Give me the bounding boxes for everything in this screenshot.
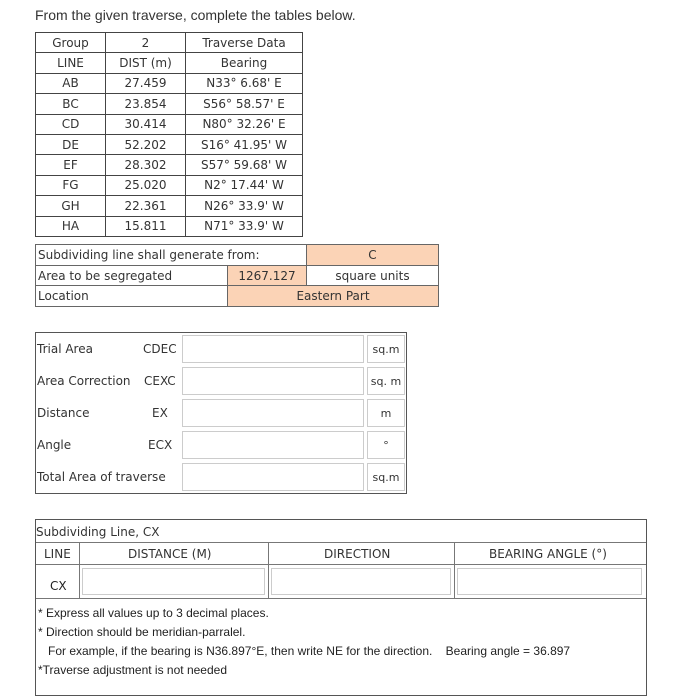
area-unit: square units (307, 265, 439, 286)
line-cell: BC (36, 94, 106, 114)
note-decimal: * Express all values up to 3 decimal places. (38, 606, 269, 620)
divider (268, 542, 269, 598)
traverse-row (36, 114, 303, 134)
group-label: Group (36, 33, 106, 53)
line-cell: DE (36, 134, 106, 154)
bearing-cell: S56° 58.57' E (186, 94, 303, 114)
area-label: Area to be segregated (36, 265, 228, 286)
location-value: Eastern Part (228, 286, 439, 307)
area-correction-row (36, 365, 406, 397)
cx-distance-input[interactable] (82, 568, 265, 595)
area-correction-label: Area Correction (37, 374, 131, 388)
trial-area-unit: sq.m (367, 335, 405, 363)
instruction-text: From the given traverse, complete the tables below. (35, 7, 356, 23)
location-label: Location (36, 286, 228, 307)
generate-value: C (307, 245, 439, 266)
distance-label: Distance (37, 406, 90, 420)
divider (36, 542, 646, 543)
distance-input[interactable] (182, 399, 364, 427)
area-correction-input[interactable] (182, 367, 364, 395)
answer-box (35, 519, 647, 696)
answer-heading: Subdividing Line, CX (36, 525, 160, 539)
angle-row (36, 429, 406, 461)
dist-cell: 23.854 (106, 94, 186, 114)
traverse-row (36, 94, 303, 114)
total-area-label: Total Area of traverse (37, 470, 166, 484)
trial-area-code: CDEC (143, 342, 177, 356)
total-area-input[interactable] (182, 463, 364, 491)
angle-input[interactable] (182, 431, 364, 459)
divider (36, 598, 646, 599)
trial-area-label: Trial Area (37, 342, 93, 356)
col-dist-header: DIST (m) (106, 53, 186, 73)
line-cell: EF (36, 155, 106, 175)
traverse-data-label: Traverse Data (186, 33, 303, 53)
note-adjustment: *Traverse adjustment is not needed (38, 663, 227, 677)
bearing-cell: N26° 33.9' W (186, 196, 303, 216)
traverse-row (36, 216, 303, 236)
trial-area-row (36, 333, 406, 365)
traverse-row (36, 155, 303, 175)
col-bearing-header: Bearing (186, 53, 303, 73)
note-example: For example, if the bearing is N36.897°E, then write NE for the direction. Bearing angle = 36.897 (38, 644, 571, 658)
cx-direction-input[interactable] (271, 568, 451, 595)
note-direction: * Direction should be meridian-parralel. (38, 625, 246, 639)
col-line-header: LINE (36, 53, 106, 73)
angle-label: Angle (37, 438, 72, 452)
area-correction-unit: sq. m (367, 367, 405, 395)
area-correction-code: CEXC (144, 374, 176, 388)
trial-area-input[interactable] (182, 335, 364, 363)
col-line-header: LINE (44, 547, 71, 561)
subdivide-info-table (35, 244, 439, 307)
line-cell: AB (36, 73, 106, 93)
group-value: 2 (106, 33, 186, 53)
total-area-unit: sq.m (367, 463, 405, 491)
traverse-row (36, 175, 303, 195)
traverse-row (36, 196, 303, 216)
line-cell: FG (36, 175, 106, 195)
cx-bearing-input[interactable] (457, 568, 642, 595)
dist-cell: 30.414 (106, 114, 186, 134)
distance-unit: m (367, 399, 405, 427)
bearing-cell: S57° 59.68' W (186, 155, 303, 175)
divider (79, 542, 80, 598)
traverse-row (36, 134, 303, 154)
generate-label: Subdividing line shall generate from: (36, 245, 307, 266)
col-bearing-header: BEARING ANGLE (°) (489, 547, 607, 561)
line-cell: HA (36, 216, 106, 236)
area-value: 1267.127 (228, 265, 307, 286)
trial-computation-box (35, 332, 407, 494)
total-area-row (36, 461, 406, 493)
line-cell: CD (36, 114, 106, 134)
dist-cell: 27.459 (106, 73, 186, 93)
col-direction-header: DIRECTION (324, 547, 391, 561)
divider (454, 542, 455, 598)
bearing-cell: S16° 41.95' W (186, 134, 303, 154)
dist-cell: 22.361 (106, 196, 186, 216)
bearing-cell: N2° 17.44' W (186, 175, 303, 195)
traverse-row (36, 73, 303, 93)
dist-cell: 28.302 (106, 155, 186, 175)
divider (36, 564, 646, 565)
bearing-cell: N80° 32.26' E (186, 114, 303, 134)
cx-row-label: CX (50, 579, 67, 593)
bearing-cell: N71° 33.9' W (186, 216, 303, 236)
distance-row (36, 397, 406, 429)
bearing-cell: N33° 6.68' E (186, 73, 303, 93)
angle-code: ECX (148, 438, 173, 452)
traverse-table (35, 32, 303, 237)
dist-cell: 15.811 (106, 216, 186, 236)
col-distance-header: DISTANCE (M) (128, 547, 212, 561)
dist-cell: 25.020 (106, 175, 186, 195)
distance-code: EX (152, 406, 168, 420)
angle-unit: ° (367, 431, 405, 459)
dist-cell: 52.202 (106, 134, 186, 154)
line-cell: GH (36, 196, 106, 216)
